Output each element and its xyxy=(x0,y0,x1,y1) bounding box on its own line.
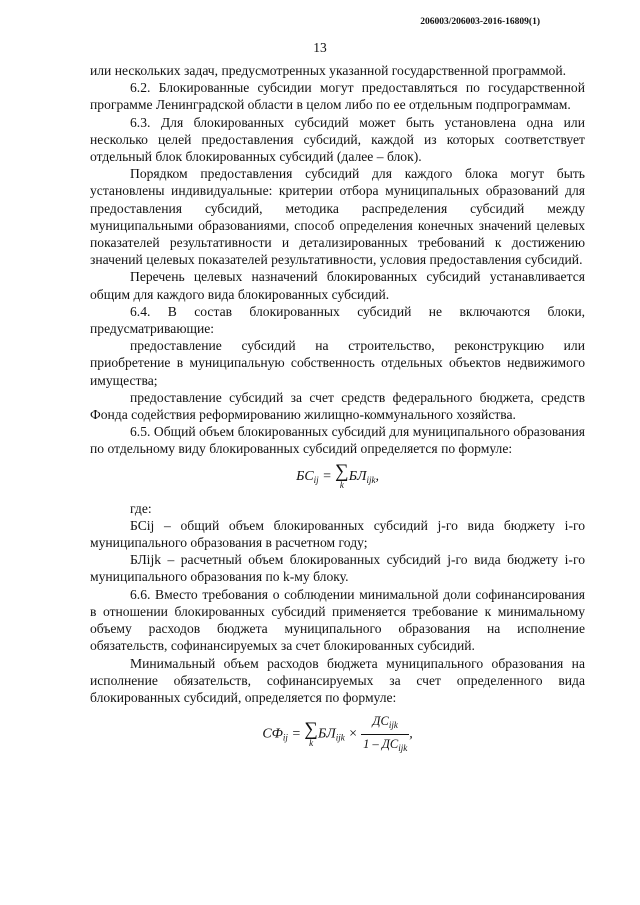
sigma-subscript: k xyxy=(309,737,314,748)
formula-times: × xyxy=(348,726,358,742)
fraction-denominator xyxy=(361,735,409,757)
formula-fraction xyxy=(361,712,409,757)
document-code: 206003/206003-2016-16809(1) xyxy=(420,17,540,27)
formula-lhs-subscript: ij xyxy=(313,474,319,485)
paragraph: Минимальный объем расходов бюджета муниципального образования на исполнение обязательств, софинансируемых за счет определенного вида блокированных субсидий, определяется по формуле: xyxy=(90,655,585,705)
paragraph: предоставление субсидий за счет средств федерального бюджета, средств Фонда содействия реформированию жилищно-коммунального хозяйства. xyxy=(90,389,585,423)
formula-lhs: СФ xyxy=(262,726,283,742)
formula-term-subscript: ijk xyxy=(335,732,345,743)
formula-term-subscript: ijk xyxy=(366,474,376,485)
paragraph: БЛijk – расчетный объем блокированных субсидий j-го вида бюджету i-го муниципального образования по k-му блоку. xyxy=(90,552,585,585)
formula-term: БЛ xyxy=(348,468,367,484)
paragraph: 6.5. Общий объем блокированных субсидий для муниципального образования по отдельному виду блокированных субсидий определяется по формуле: xyxy=(90,424,585,457)
sigma-subscript: k xyxy=(339,479,344,490)
paragraph: 6.3. Для блокированных субсидий может быть установлена одна или несколько целей предоставления субсидий, каждой из которых соответствует отдельный блок блокированных субсидий (далее – блок). xyxy=(90,114,585,165)
paragraph: БСij – общий объем блокированных субсидий j-го вида бюджету i-го муниципального образования в расчетном году; xyxy=(90,517,585,551)
paragraph: Порядком предоставления субсидий для каждого блока могут быть установлены индивидуальные: критерии отбора муниципальных образований для предоставления субсидий, методика распределения субсидий между муниципальными образованиями, способ определения конечных значений целевых показателей результативности и детализированных требований к достижению значений целевых показателей результативности, условия предоставления субсидий. xyxy=(90,166,585,268)
sum-symbol xyxy=(335,460,349,490)
formula-tail: , xyxy=(375,468,379,484)
page-number: 13 xyxy=(313,40,327,55)
paragraph: 6.4. В состав блокированных субсидий не включаются блоки, предусматривающие: xyxy=(90,303,585,337)
numerator-text: ДС xyxy=(372,714,389,729)
sigma-sign: ∑ xyxy=(335,460,349,482)
formula-min-expense xyxy=(90,712,585,757)
formula-tail: , xyxy=(409,726,413,742)
denominator-text: 1 – ДС xyxy=(363,737,399,752)
formula-lhs-subscript: ij xyxy=(282,732,288,743)
body-text xyxy=(90,62,585,767)
paragraph: предоставление субсидий на строительство, реконструкцию или приобретение в муниципальную собственность отдельных объектов недвижимого имущества; xyxy=(90,338,585,388)
fraction-numerator xyxy=(361,712,409,735)
paragraph: 6.2. Блокированные субсидии могут предоставляться по государственной программе Ленинградской области в целом либо по ее отдельным подпрограммам. xyxy=(90,80,585,113)
sigma-sign: ∑ xyxy=(304,718,318,740)
formula-equals: = xyxy=(291,726,301,742)
paragraph: или нескольких задач, предусмотренных указанной государственной программой. xyxy=(90,63,567,78)
paragraph: где: xyxy=(130,500,152,516)
formula-total-volume xyxy=(90,460,585,490)
sum-symbol xyxy=(304,718,318,748)
formula-equals: = xyxy=(322,468,332,484)
denominator-subscript: ijk xyxy=(398,743,408,754)
formula-lhs: БС xyxy=(296,468,314,484)
paragraph: Перечень целевых назначений блокированных субсидий устанавливается общим для каждого вида блокированных субсидий. xyxy=(90,269,585,302)
paragraph: 6.6. Вместо требования о соблюдении минимальной доли софинансирования в отношении блокированных субсидий применяется требование к минимальному объему расходов бюджета муниципального образования на исполнение обязательств, софинансируемых за счет блокированных субсидий. xyxy=(90,586,585,654)
numerator-subscript: ijk xyxy=(388,720,398,731)
formula-term: БЛ xyxy=(317,726,336,742)
